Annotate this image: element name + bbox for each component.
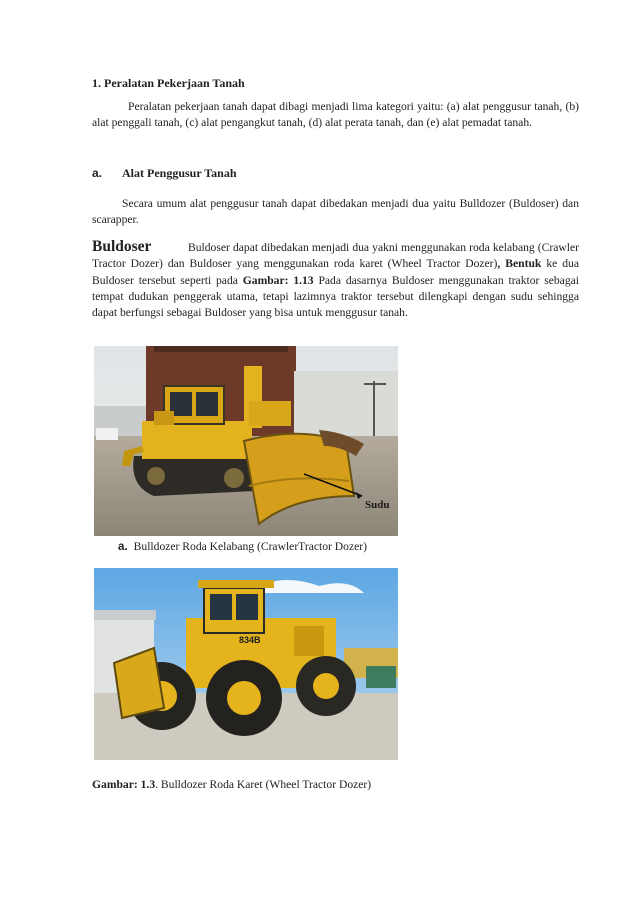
crawler-dozer-photo [94,346,398,536]
buldoser-heading: Buldoser [92,238,152,255]
figure-1-caption [118,540,367,553]
figure-2-caption-text: . Bulldozer Roda Karet (Wheel Tractor Dozer) [155,778,372,791]
subsection-heading [92,166,237,181]
subsection-marker: a. [92,166,103,180]
figure-2-caption-label: Gambar: 1.3 [92,778,156,791]
figure-1-caption-text: Bulldozer Roda Kelabang (CrawlerTractor Dozer) [133,540,367,553]
wheel-dozer-photo [94,568,398,760]
buldoser-text-3: ke dua Buldoser tersebut seperti pada [92,257,579,287]
subsection-title: Alat Penggusur Tanah [122,166,237,180]
model-label: 834B [239,635,261,645]
buldoser-paragraph [92,240,579,321]
figure-2-caption [92,778,371,791]
buldoser-text-1: Buldoser dapat dibedakan menjadi dua yakni menggunakan roda kelabang (Crawler Tractor Dozer) dan Buldoser yang menggunakan roda karet (Wheel Tractor Dozer) [92,241,579,271]
buldoser-text-2: , Bentuk [497,257,542,271]
sudu-label: Sudu [365,499,390,511]
figure-reference: Gambar: 1.13 [242,273,314,287]
buldoser-text-5: Pada dasarnya Buldoser menggunakan traktor sebagai tempat dudukan penggerak utama, tetapi lazimnya traktor tersebut dilengkapi dengan sudu sehingga dapat berfungsi sebagai Buldoser yang bisa untuk menggusur tanah. [92,273,579,320]
subsection-paragraph: Secara umum alat penggusur tanah dapat dibedakan menjadi dua yaitu Bulldozer (Buldoser) dan scarapper. [92,197,579,227]
section-heading: 1. Peralatan Pekerjaan Tanah [92,76,245,90]
intro-paragraph: Peralatan pekerjaan tanah dapat dibagi menjadi lima kategori yaitu: (a) alat penggusur tanah, (b) alat penggali tanah, (c) alat pengangkut tanah, (d) alat perata tanah, dan (e) alat pemadat tanah. [92,100,579,130]
figure-1-marker: a. [118,540,128,553]
